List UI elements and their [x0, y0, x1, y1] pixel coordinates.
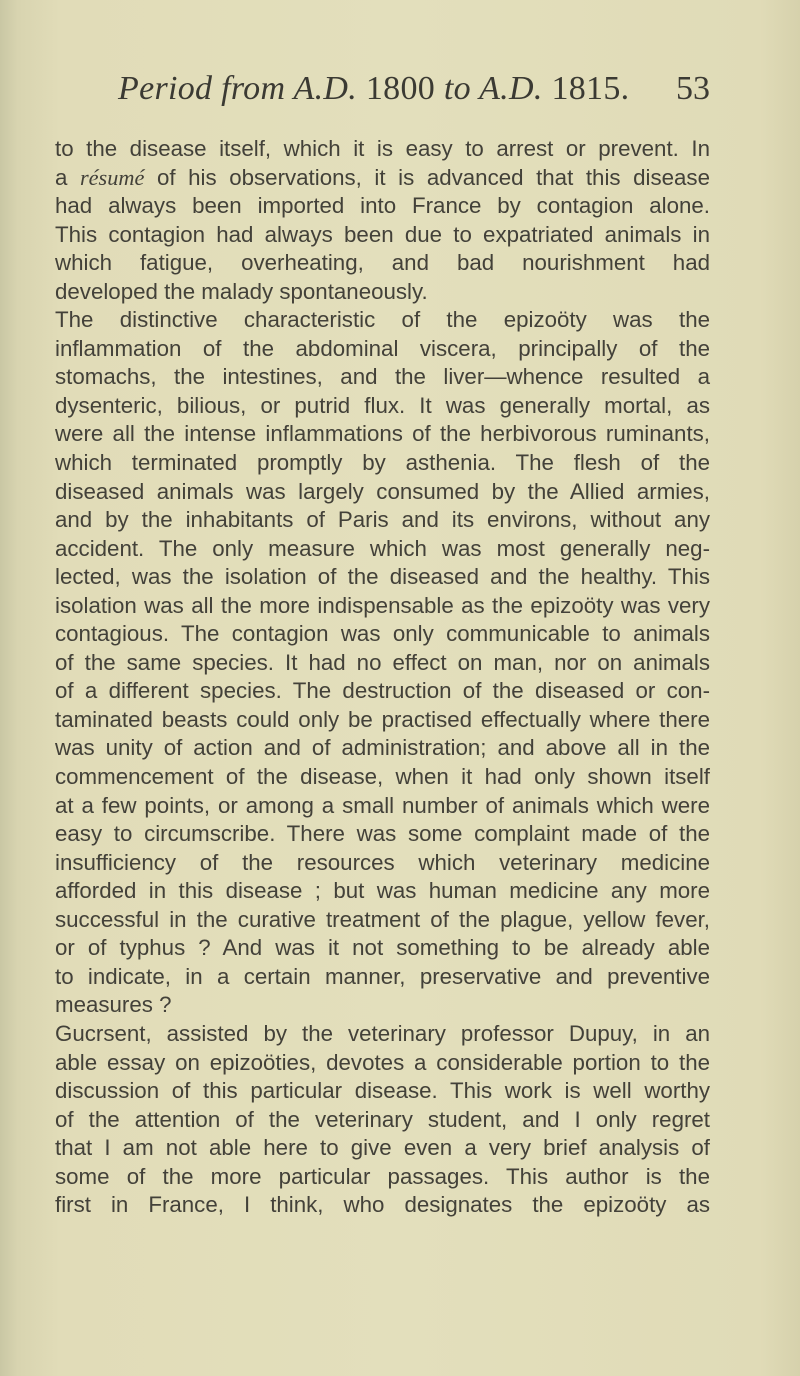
text-line: able essay on epizoöties, devotes a considerable portion to the — [55, 1049, 710, 1075]
text-line: taminated beasts could only be practised effectually where there — [55, 706, 710, 732]
text-line: was unity of action and of administration; and above all in the — [55, 735, 710, 761]
text-line: measures ? — [55, 992, 172, 1018]
text-line: that I am not able here to give even a very brief analysis of — [55, 1135, 710, 1161]
text-line: The distinctive characteristic of the epizoöty was the — [55, 307, 710, 333]
text-line: some of the more particular passages. This author is the — [55, 1163, 710, 1189]
title-period-from: Period from — [118, 70, 294, 107]
title-ad-2: A.D. — [479, 70, 543, 107]
text-line: inflammation of the abdominal viscera, principally of the — [55, 335, 710, 361]
text-line: diseased animals was largely consumed by the Allied armies, — [55, 478, 710, 504]
line-rest: of his observations, it is advanced that this disease — [156, 164, 710, 190]
title-year-2: 1815. — [551, 70, 630, 107]
running-title — [118, 70, 629, 108]
title-to: to — [443, 70, 471, 107]
running-header — [100, 70, 710, 120]
text-line: at a few points, or among a small number of animals which were — [55, 792, 710, 818]
text-line: first in France, I think, who designates the epizoöty as — [55, 1192, 710, 1218]
text-line: successful in the curative treatment of the plague, yellow fever, — [55, 906, 710, 932]
text-line: insufficiency of the resources which veterinary medicine — [55, 849, 710, 875]
text-line: discussion of this particular disease. This work is well worthy — [55, 1078, 710, 1104]
title-ad-1: A.D. — [293, 70, 358, 107]
text-line: to indicate, in a certain manner, preservative and preventive — [55, 963, 710, 989]
text-line: Gucrsent, assisted by the veterinary professor Dupuy, in an — [55, 1020, 710, 1046]
text-line: afforded in this disease ; but was human medicine any more — [55, 878, 710, 904]
text-line: isolation was all the more indispensable as the epizoöty was very — [55, 592, 710, 618]
line-prefix: a — [55, 164, 80, 190]
text-line: dysenteric, bilious, or putrid flux. It was generally mortal, as — [55, 392, 710, 418]
text-line: This contagion had always been due to expatriated animals in — [55, 221, 710, 247]
text-line: to the disease itself, which it is easy to arrest or prevent. In — [55, 136, 710, 161]
italic-term: résumé — [79, 164, 145, 190]
text-line: which fatigue, overheating, and bad nourishment had — [55, 250, 710, 276]
body-text — [55, 135, 710, 1220]
text-line: of the same species. It had no effect on man, nor on animals — [55, 649, 710, 675]
text-line: stomachs, the intestines, and the liver—whence resulted a — [55, 364, 710, 390]
text-line: and by the inhabitants of Paris and its environs, without any — [55, 507, 710, 533]
page-number: 53 — [676, 70, 710, 107]
text-line: of the attention of the veterinary student, and I only regret — [55, 1106, 710, 1132]
text-line: easy to circumscribe. There was some complaint made of the — [55, 821, 710, 847]
text-line: were all the intense inflammations of the herbivorous ruminants, — [55, 421, 710, 447]
text-line: commencement of the disease, when it had only shown itself — [55, 764, 710, 790]
text-line: had always been imported into France by contagion alone. — [55, 193, 710, 219]
text-line: or of typhus ? And was it not something to be already able — [55, 935, 710, 961]
title-year-1: 1800 — [365, 70, 436, 107]
text-line: accident. The only measure which was most generally neg- — [55, 535, 710, 561]
text-line: developed the malady spontaneously. — [55, 278, 428, 304]
text-line: contagious. The contagion was only communicable to animals — [55, 621, 710, 647]
text-line — [55, 164, 710, 193]
text-line: of a different species. The destruction of the diseased or con- — [55, 678, 710, 704]
text-line: which terminated promptly by asthenia. The flesh of the — [55, 450, 710, 476]
text-line: lected, was the isolation of the diseased and the healthy. This — [55, 564, 710, 590]
